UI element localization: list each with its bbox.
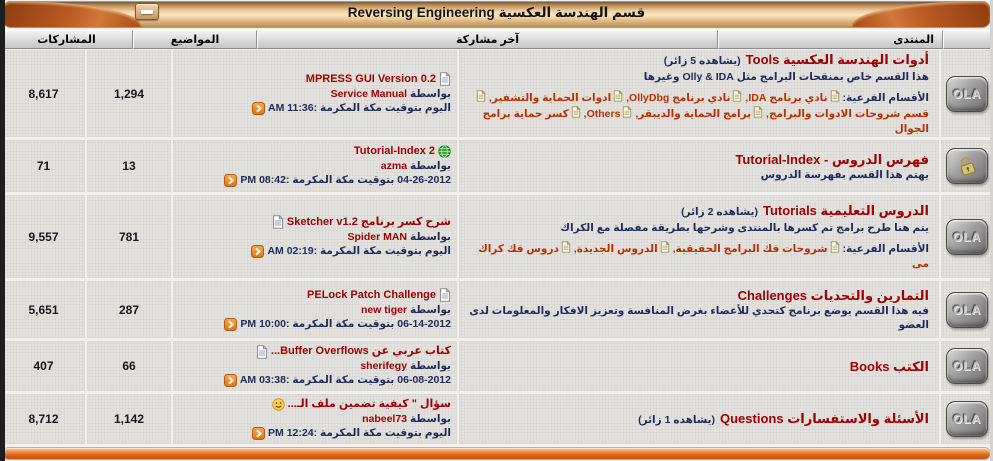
subforums-label: الأقسام الفرعية: (842, 242, 929, 255)
status-button-label: OLA (952, 229, 982, 244)
table-header-row (0, 30, 993, 49)
pageSmall-icon (613, 90, 623, 102)
forum-status-cell (941, 341, 993, 391)
last-post-datetime: 06-14-2012 بتوقيت مكة المكرمة :10:00 PM (240, 317, 451, 330)
subforum-separator: , (486, 91, 492, 104)
last-post-datetime: 06-08-2012 بتوقيت مكة المكرمة :03:38 AM (239, 374, 451, 386)
last-post-title-row (272, 397, 451, 412)
last-post-user-link[interactable]: Service Manual (330, 87, 408, 100)
globe-icon (438, 145, 451, 158)
post-count: 5,651 (28, 302, 59, 317)
last-post-cell (173, 50, 457, 137)
forum-row (0, 140, 993, 192)
pageSmall-icon (622, 106, 632, 118)
subforum-link[interactable]: قسم شروحات الادوات والبرامج (768, 107, 929, 120)
pageSmall-icon (660, 241, 670, 253)
status-button-label: OLA (952, 359, 982, 373)
forum-title-link[interactable]: أدوات الهندسة العكسية Tools (745, 51, 929, 67)
forum-title-row (735, 151, 929, 168)
subforums-label: الأقسام الفرعية: (842, 91, 929, 104)
by-label: بواسطة (407, 303, 451, 316)
subforum-link[interactable]: نادي برنامج IDA (748, 91, 828, 104)
post-count-cell (2, 394, 85, 444)
forum-description: يتم هنا طرح برامج تم كسرها بالمنتدى وشرحها بطريقة مفصلة مع الكراك (560, 221, 929, 234)
page-icon (256, 345, 268, 359)
forum-title-link[interactable]: فهرس الدروس - Tutorial-Index (735, 151, 929, 167)
lock-icon (957, 155, 977, 177)
thread-count: 1,142 (113, 412, 145, 426)
thread-count: 1,294 (113, 86, 145, 101)
subforum-separator: , (570, 242, 577, 255)
last-post-cell (173, 195, 457, 278)
last-post-title-row (256, 344, 451, 359)
last-post-date-row (251, 244, 451, 259)
page-icon (439, 288, 451, 302)
subforum-separator: , (580, 107, 587, 120)
goto-icon[interactable] (252, 102, 265, 115)
last-post-title-row (307, 288, 451, 303)
thread-count-cell (87, 195, 171, 278)
by-label: بواسطة (407, 413, 451, 425)
post-count: 71 (36, 159, 51, 173)
post-count-cell (2, 341, 85, 391)
forum-row (0, 281, 993, 338)
forum-title-row (850, 358, 929, 375)
thread-count: 13 (122, 159, 136, 173)
last-post-cell (173, 140, 457, 192)
forum-status-cell (941, 140, 993, 192)
forum-description: هذا القسم خاص بمنقحات البرامج مثل Olly & IDA وغيرها (643, 70, 929, 83)
pageSmall-icon (830, 90, 840, 102)
status-button-label: OLA (952, 302, 982, 317)
status-button-label: OLA (952, 412, 982, 426)
last-post-thread-link[interactable]: شرح كسر برنامج Sketcher v1.2 (286, 215, 451, 228)
forum-status-icon (946, 76, 988, 112)
goto-icon[interactable] (224, 174, 237, 187)
post-count: 8,712 (28, 412, 59, 426)
forum-status-icon (946, 292, 988, 328)
forum-status-icon (946, 401, 988, 437)
subforum-separator: , (669, 242, 676, 255)
last-post-by-row (381, 159, 451, 173)
last-post-title-row (306, 72, 451, 87)
last-post-cell (173, 394, 457, 444)
last-post-user-link[interactable]: nabeel73 (362, 413, 408, 425)
last-post-datetime: اليوم بتوقيت مكة المكرمة :12:24 PM (268, 427, 451, 439)
locked-forum-icon (946, 148, 988, 184)
thread-count-cell (87, 140, 171, 192)
last-post-thread-link[interactable]: سؤال " كيفية تضمين ملف الـ... (287, 398, 451, 410)
subforum-separator: , (632, 107, 639, 120)
last-post-date-row (252, 101, 451, 116)
last-post-user-link[interactable]: sherifegy (360, 360, 408, 372)
last-post-date-row (224, 317, 451, 332)
last-post-title-row (272, 215, 451, 230)
last-post-thread-link[interactable]: MPRESS GUI Version 0.2 (305, 72, 436, 85)
forum-row (0, 50, 993, 137)
last-post-by-row (331, 87, 451, 101)
forum-title-link[interactable]: التمارين والتحديات Challenges (737, 288, 929, 303)
pageSmall-icon (571, 106, 581, 118)
by-label: بواسطة (407, 360, 451, 372)
thread-count-cell (87, 50, 171, 137)
forum-row (0, 195, 993, 278)
subforum-link[interactable]: Others (586, 107, 621, 120)
forum-title-row (738, 287, 929, 304)
post-count: 407 (33, 359, 54, 373)
by-label: بواسطة (407, 230, 451, 243)
pageSmall-icon (732, 90, 742, 102)
thread-count-cell (87, 281, 171, 338)
post-count-cell (2, 140, 85, 192)
by-label: بواسطة (407, 160, 451, 172)
last-post-user-link[interactable]: new tiger (360, 303, 408, 316)
post-count: 9,557 (28, 229, 59, 244)
last-post-thread-link[interactable]: PELock Patch Challenge (307, 288, 436, 301)
forum-title-link[interactable]: الأسئلة والاستفسارات Questions (720, 410, 929, 426)
subforum-link[interactable]: برامج الحماية والديبقر (638, 107, 752, 120)
forum-row (0, 341, 993, 391)
left-edge (0, 0, 5, 461)
forum-cell (459, 394, 939, 444)
last-post-date-row (224, 173, 451, 188)
thread-count: 66 (122, 359, 136, 373)
forum-title-link[interactable]: الكتب Books (849, 358, 929, 374)
last-post-datetime: اليوم بتوقيت مكة المكرمة :02:19 AM (267, 244, 451, 257)
last-post-thread-link[interactable]: Tutorial-Index 2 (353, 145, 435, 157)
forum-cell (459, 140, 939, 192)
forum-row (0, 394, 993, 444)
subforum-separator: , (742, 91, 749, 104)
forum-title-row (681, 202, 929, 221)
last-post-date-row (252, 426, 451, 441)
last-post-user-link[interactable]: Spider MAN (347, 230, 408, 243)
header-posts-column: المشاركات (0, 30, 133, 49)
thread-count-cell (87, 394, 171, 444)
goto-icon[interactable] (251, 245, 264, 258)
last-post-by-row (362, 412, 451, 426)
goto-icon[interactable] (252, 427, 265, 440)
forum-cell (459, 50, 939, 137)
last-post-cell (173, 341, 457, 391)
pageSmall-icon (476, 90, 486, 102)
minus-icon (141, 10, 153, 14)
forum-status-cell (941, 50, 993, 137)
post-count-cell (2, 195, 85, 278)
forum-status-cell (941, 281, 993, 338)
viewing-count: (يشاهده 5 زائر) (663, 54, 741, 67)
subforum-link[interactable]: شروحات فك البرامج الحقيقية (675, 242, 828, 255)
post-count-cell (2, 50, 85, 137)
forum-cell (459, 281, 939, 338)
goto-icon[interactable] (224, 318, 237, 331)
page-icon (439, 72, 451, 86)
subforum-link[interactable]: دروس فك كراك مى (478, 242, 929, 270)
category-title: قسم الهندسة العكسية Reversing Engineering (347, 5, 646, 20)
header-forum-column: المنتدى (718, 30, 943, 49)
subforum-link[interactable]: نادي برنامج OllyDbg (629, 91, 731, 104)
forum-title-row (664, 51, 929, 70)
forum-cell (459, 195, 939, 278)
last-post-cell (173, 281, 457, 338)
pageSmall-icon (561, 241, 571, 253)
last-post-by-row (348, 230, 451, 244)
last-post-by-row (360, 359, 451, 373)
viewing-count: (يشاهده 1 زائر) (638, 413, 715, 426)
subforum-link[interactable]: ادوات الحماية والتشفير (491, 91, 612, 104)
thread-count-cell (87, 341, 171, 391)
forum-cell (459, 341, 939, 391)
post-count: 8,617 (28, 86, 59, 101)
last-post-thread-link[interactable]: كتاب عربي عن Buffer Overflows... (270, 345, 451, 357)
forum-status-cell (941, 195, 993, 278)
subforum-list (469, 241, 929, 272)
subforum-separator: , (763, 107, 769, 120)
page-icon (272, 215, 284, 229)
goto-icon[interactable] (224, 374, 237, 387)
pageSmall-icon (830, 241, 840, 253)
forum-rows (0, 50, 993, 447)
last-post-datetime: 04-26-2012 بتوقيت مكة المكرمة :08:42 PM (240, 174, 451, 186)
bottom-bar (2, 447, 991, 460)
thread-count: 781 (118, 229, 140, 244)
last-post-by-row (361, 303, 451, 317)
by-label: بواسطة (407, 87, 451, 100)
subforum-link[interactable]: كسر حماية برامج الجوال (482, 107, 929, 135)
pageSmall-icon (753, 106, 763, 118)
forum-status-cell (941, 394, 993, 444)
post-count-cell (2, 281, 85, 338)
forum-description: فيه هذا القسم يوضع برنامج كتحدي للأعضاء بغرض المنافسة وتعزيز الافكار والمعلومات لدى العضو (469, 305, 929, 331)
collapse-category-button[interactable] (135, 3, 159, 20)
thread-count: 287 (118, 302, 140, 317)
forum-status-icon (946, 219, 988, 255)
status-button-label: OLA (952, 86, 982, 101)
last-post-user-link[interactable]: azma (380, 160, 408, 172)
last-post-title-row (354, 144, 451, 159)
forum-title-link[interactable]: الدروس التعليمية Tutorials (762, 202, 929, 218)
forum-status-icon (946, 348, 988, 384)
forum-description: يهتم هذا القسم بفهرسة الدروس (760, 168, 929, 181)
subforum-separator: , (623, 91, 630, 104)
forum-title-row (638, 410, 929, 429)
last-post-datetime: اليوم بتوقيت مكة المكرمة :11:36 AM (268, 101, 451, 114)
header-last-post-column: آخر مشاركة (257, 30, 718, 49)
header-status-spacer-cell (943, 30, 993, 49)
viewing-count: (يشاهده 2 زائر) (681, 205, 758, 218)
subforum-link[interactable]: الدروس الجديدة (576, 242, 658, 255)
smiley-icon (272, 398, 285, 411)
header-threads-column: المواضيع (133, 30, 257, 49)
last-post-date-row (224, 373, 451, 388)
subforum-list (469, 90, 929, 137)
